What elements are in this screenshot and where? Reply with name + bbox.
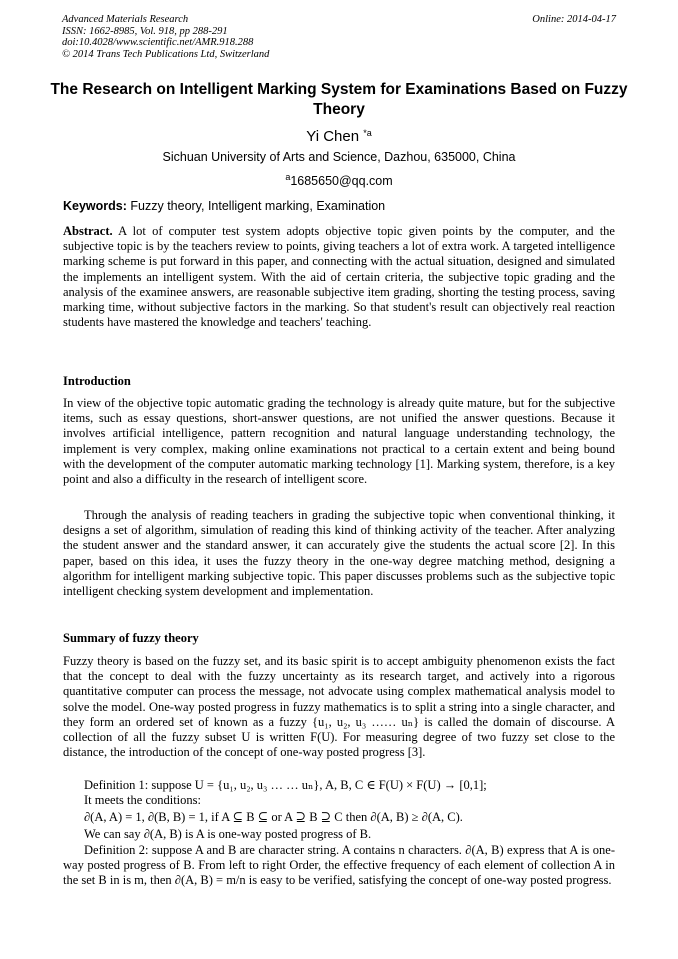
definition-1: Definition 1: suppose U = {u₁, u₂, u₃ … … uₙ}, A, B, C ∈ F(U) × F(U) → [0,1]; (84, 778, 487, 792)
author-mark: *a (363, 128, 372, 138)
abstract-label: Abstract. (63, 224, 113, 238)
introduction-paragraph-1: In view of the objective topic automatic grading the technology is already quite mature, but for the subjective items, such as essay questions, short-answer questions, are not unified the answer questions. Because it involves artificial intelligence, pattern recognition and natural language understanding technology, the implement is very complex, making online examinations not practical to a certain extent and being bound with the development of the computer automatic marking technology [1]. Marking system, therefore, is a key point and also a difficulty in the research of intelligent score. (63, 396, 615, 487)
one-way-statement: We can say ∂(A, B) is A is one-way posted progress of B. (84, 827, 372, 841)
introduction-heading: Introduction (63, 374, 131, 388)
email-line (0, 170, 678, 189)
condition-formula: ∂(A, A) = 1, ∂(B, B) = 1, if A ⊆ B ⊆ or A ⊇ B ⊇ C then ∂(A, B) ≥ ∂(A, C). (84, 810, 463, 824)
summary-paragraph-1: Fuzzy theory is based on the fuzzy set, and its basic spirit is to accept ambiguity phenomenon exists the fact that the concept to deal with the fuzzy uncertainty as its research target, and actively into a rigorous quantitative computer can process the message, not advocate using complex mathematical analysis model to solve the model. One-way posted progress in fuzzy mathematics is to split a string into a single character, and they form an ordered set of known as a fuzzy {u₁, u₂, u₃ …… uₙ} is called the domain of discourse. A collection of all the fuzzy subset U is written F(U). For measuring degree of two fuzzy set close to the distance, the introduction of the concept of one-way posted progress [3]. (63, 654, 615, 760)
journal-name: Advanced Materials Research (62, 14, 189, 25)
keywords-text: Fuzzy theory, Intelligent marking, Examination (126, 199, 386, 213)
keywords (63, 199, 618, 214)
introduction-paragraph-2: Through the analysis of reading teachers in grading the subjective topic when conventional thinking, it designs a set of algorithm, simulation of reading this kind of thinking activity of the teacher. After analyzing the student answer and the standard answer, it can accurately give the students the actual score [2]. In this paper, based on this idea, it uses the fuzzy theory in the one-way degree matching method, designing a algorithm for intelligent marking subjective topic. This paper discusses problems such as the subjective topic intelligent checking system development and implementation. (63, 508, 615, 599)
author-name: Yi Chen (306, 128, 360, 145)
copyright-line: © 2014 Trans Tech Publications Ltd, Switzerland (62, 48, 270, 60)
abstract (63, 224, 615, 330)
email-address: 1685650@qq.com (290, 174, 393, 188)
summary-heading: Summary of fuzzy theory (63, 631, 199, 645)
journal-header (62, 14, 616, 60)
email-mark: a (285, 172, 291, 182)
affiliation: Sichuan University of Arts and Science, Dazhou, 635000, China (162, 150, 516, 164)
abstract-text: A lot of computer test system adopts objective topic given points by the computer, and the subjective topic is by the teachers review to points, giving teachers a lot of extra work. A targeted intelligence marking scheme is put forward in this paper, and connecting with the actual situation, designed and simulated the implements an intelligent system. With the aid of certain criteria, the subjective topic grading and the analysis of the examinee answers, are reasonable subjective item grading, shorting the testing process, saving marking time, without subjective factors in the marking. So that student's result can objectively real reaction students have mastered the knowledge and teachers' teaching. (63, 224, 615, 330)
paper-title: The Research on Intelligent Marking System for Examinations Based on Fuzzy Theory (50, 81, 628, 118)
issn-line: ISSN: 1662-8985, Vol. 918, pp 288-291 (62, 25, 228, 37)
online-date: Online: 2014-04-17 (532, 14, 616, 25)
keywords-label: Keywords: (63, 199, 127, 213)
doi-line: doi:10.4028/www.scientific.net/AMR.918.288 (62, 37, 254, 48)
conditions-line: It meets the conditions: (84, 793, 201, 807)
author-line (0, 124, 678, 146)
definition-2: Definition 2: suppose A and B are character string. A contains n characters. ∂(A, B) express that A is one-way posted progress of B. From left to right Order, the effective frequency of each element of collection A in the set B in is m, then ∂(A, B) = m/n is easy to be verified, satisfying the concept of one-way posted progress. (63, 843, 615, 888)
